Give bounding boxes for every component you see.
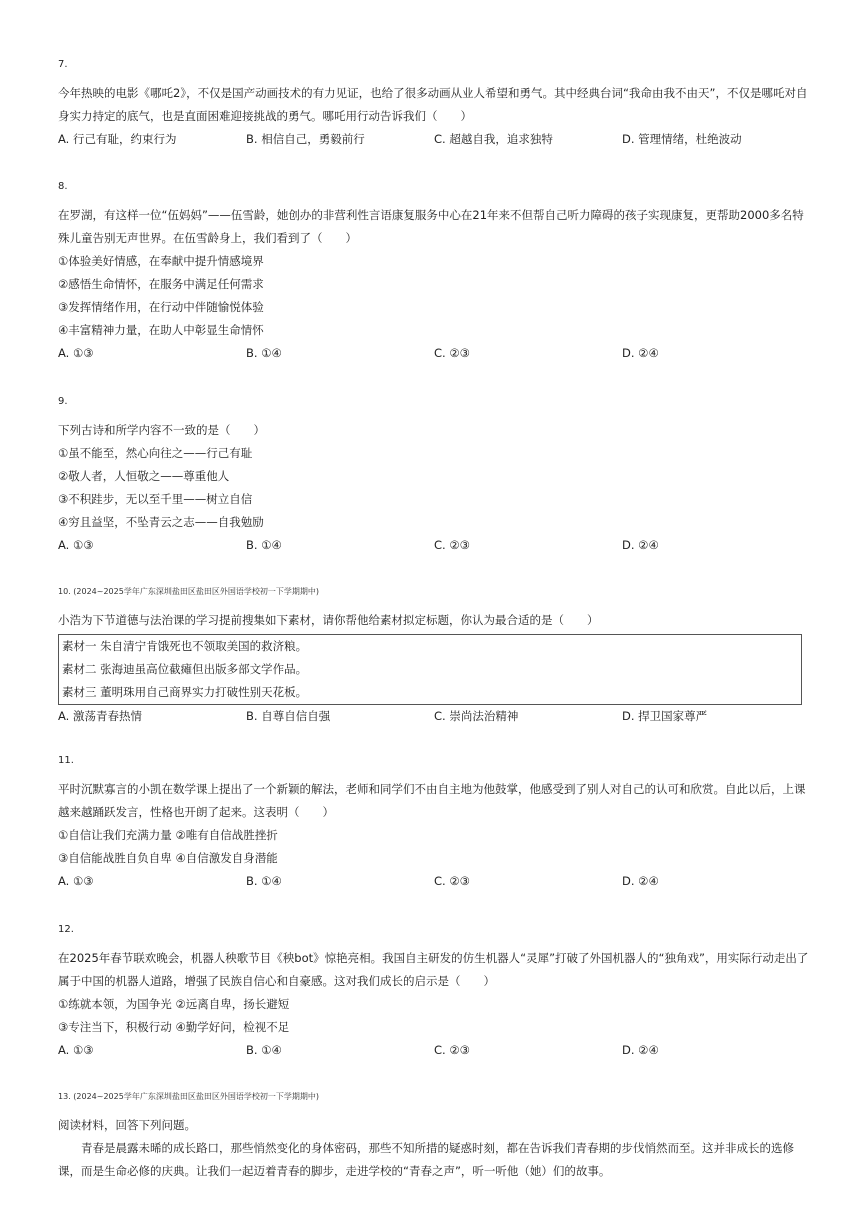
option-d[interactable]: D. ②④ xyxy=(622,1043,659,1057)
question-12 xyxy=(58,923,810,1062)
option-a[interactable]: A. ①③ xyxy=(58,874,94,888)
option-b[interactable]: B. ①④ xyxy=(246,538,282,552)
option-b[interactable]: B. ①④ xyxy=(246,1043,282,1057)
option-d[interactable]: D. ②④ xyxy=(622,346,659,360)
statement-item: ①体验美好情感，在奉献中提升情感境界 xyxy=(58,254,264,268)
question-8 xyxy=(58,180,810,365)
option-a[interactable]: A. ①③ xyxy=(58,538,94,552)
options-row xyxy=(58,870,810,893)
question-number: 8. xyxy=(58,181,68,192)
question-number-with-source xyxy=(58,585,810,599)
question-stem: 在罗湖，有这样一位“伍妈妈”——伍雪龄，她创办的非营利性言语康复服务中心在21年来不但帮自己听力障碍的孩子实现康复，更帮助2000多名特殊儿童告别无声世界。在伍雪龄身上，我们看到了（ ） xyxy=(58,208,804,245)
option-d[interactable]: D. ②④ xyxy=(622,874,659,888)
options-row xyxy=(58,342,810,365)
statement-item: ①练就本领，为国争光 ②远离自卑，扬长避短 xyxy=(58,997,290,1011)
material-item: 素材一 朱自清宁肯饿死也不领取美国的救济粮。 xyxy=(62,639,308,653)
option-c[interactable]: C. ②③ xyxy=(434,346,470,360)
question-number: 9. xyxy=(58,396,68,407)
option-a[interactable]: A. ①③ xyxy=(58,1043,94,1057)
statement-item: ②敬人者，人恒敬之——尊重他人 xyxy=(58,469,230,483)
option-d[interactable]: D. ②④ xyxy=(622,538,659,552)
question-9 xyxy=(58,395,810,557)
question-stem: 在2025年春节联欢晚会，机器人秧歌节目《秧bot》惊艳亮相。我国自主研发的仿生机器人“灵犀”打破了外国机器人的“独角戏”，用实际行动走出了属于中国的机器人道路，增强了民族自信心和自豪感。这对我们成长的启示是（ ） xyxy=(58,951,809,988)
question-stem: 下列古诗和所学内容不一致的是（ ） xyxy=(58,423,265,437)
question-stem: 小浩为下节道德与法治课的学习提前搜集如下素材，请你帮他给素材拟定标题，你认为最合适的是（ ） xyxy=(58,613,599,627)
question-source: (2024~2025学年广东深圳盐田区盐田区外国语学校初一下学期期中) xyxy=(73,587,319,596)
question-number: 12. xyxy=(58,924,74,935)
option-c[interactable]: C. 崇尚法治精神 xyxy=(434,709,519,723)
option-c[interactable]: C. ②③ xyxy=(434,1043,470,1057)
options-row xyxy=(58,1039,810,1062)
option-d[interactable]: D. 管理情绪，杜绝波动 xyxy=(622,132,742,146)
statement-item: ②感悟生命情怀，在服务中满足任何需求 xyxy=(58,277,264,291)
question-10 xyxy=(58,585,810,728)
reading-paragraph: 青春是晨露未晞的成长路口，那些悄然变化的身体密码，那些不知所措的疑惑时刻，都在告诉我们青春期的步伐悄然而至。这并非成长的选修课，而是生命必修的庆典。让我们一起迈着青春的脚步，走进学校的“青春之声”，听一听他（她）们的故事。 xyxy=(58,1141,794,1178)
material-item: 素材二 张海迪虽高位截瘫但出版多部文学作品。 xyxy=(62,662,308,676)
options-row xyxy=(58,705,810,728)
question-stem: 今年热映的电影《哪吒2》，不仅是国产动画技术的有力见证，也给了很多动画从业人希望和勇气。其中经典台词“我命由我不由天”，不仅是哪吒对自身实力持定的底气，也是直面困难迎接挑战的勇气。哪吒用行动告诉我们（ ） xyxy=(58,86,808,123)
question-7 xyxy=(58,58,810,151)
question-number: 10. xyxy=(58,587,71,596)
question-11 xyxy=(58,754,810,893)
material-box xyxy=(58,634,802,705)
option-a[interactable]: A. ①③ xyxy=(58,346,94,360)
statement-item: ③不积跬步，无以至千里——树立自信 xyxy=(58,492,253,506)
options-row xyxy=(58,128,810,151)
statement-item: ③发挥情绪作用，在行动中伴随愉悦体验 xyxy=(58,300,264,314)
option-b[interactable]: B. ①④ xyxy=(246,346,282,360)
question-source: (2024~2025学年广东深圳盐田区盐田区外国语学校初一下学期期中) xyxy=(73,1092,319,1101)
statement-item: ①自信让我们充满力量 ②唯有自信战胜挫折 xyxy=(58,828,278,842)
question-number: 7. xyxy=(58,59,68,70)
option-c[interactable]: C. ②③ xyxy=(434,538,470,552)
question-13 xyxy=(58,1090,810,1183)
reading-intro: 阅读材料，回答下列问题。 xyxy=(58,1118,196,1132)
options-row xyxy=(58,534,810,557)
option-b[interactable]: B. 相信自己，勇毅前行 xyxy=(246,132,365,146)
option-b[interactable]: B. ①④ xyxy=(246,874,282,888)
material-item: 素材三 董明珠用自己商界实力打破性别天花板。 xyxy=(62,685,308,699)
option-b[interactable]: B. 自尊自信自强 xyxy=(246,709,331,723)
option-a[interactable]: A. 行己有耻，约束行为 xyxy=(58,132,177,146)
statement-item: ④丰富精神力量，在助人中彰显生命情怀 xyxy=(58,323,264,337)
option-c[interactable]: C. 超越自我，追求独特 xyxy=(434,132,553,146)
option-c[interactable]: C. ②③ xyxy=(434,874,470,888)
question-number: 13. xyxy=(58,1092,71,1101)
statement-item: ③专注当下，积极行动 ④勤学好问，检视不足 xyxy=(58,1020,290,1034)
statement-item: ①虽不能至，然心向往之——行己有耻 xyxy=(58,446,253,460)
option-a[interactable]: A. 激荡青春热情 xyxy=(58,709,142,723)
question-stem: 平时沉默寡言的小凯在数学课上提出了一个新颖的解法，老师和同学们不由自主地为他鼓掌，他感受到了别人对自己的认可和欣赏。自此以后，上课越来越踊跃发言，性格也开朗了起来。这表明（ ） xyxy=(58,782,806,819)
question-number-with-source xyxy=(58,1090,810,1104)
statement-item: ③自信能战胜自负自卑 ④自信激发自身潜能 xyxy=(58,851,278,865)
question-number: 11. xyxy=(58,755,74,766)
option-d[interactable]: D. 捍卫国家尊严 xyxy=(622,709,708,723)
statement-item: ④穷且益坚，不坠青云之志——自我勉励 xyxy=(58,515,264,529)
